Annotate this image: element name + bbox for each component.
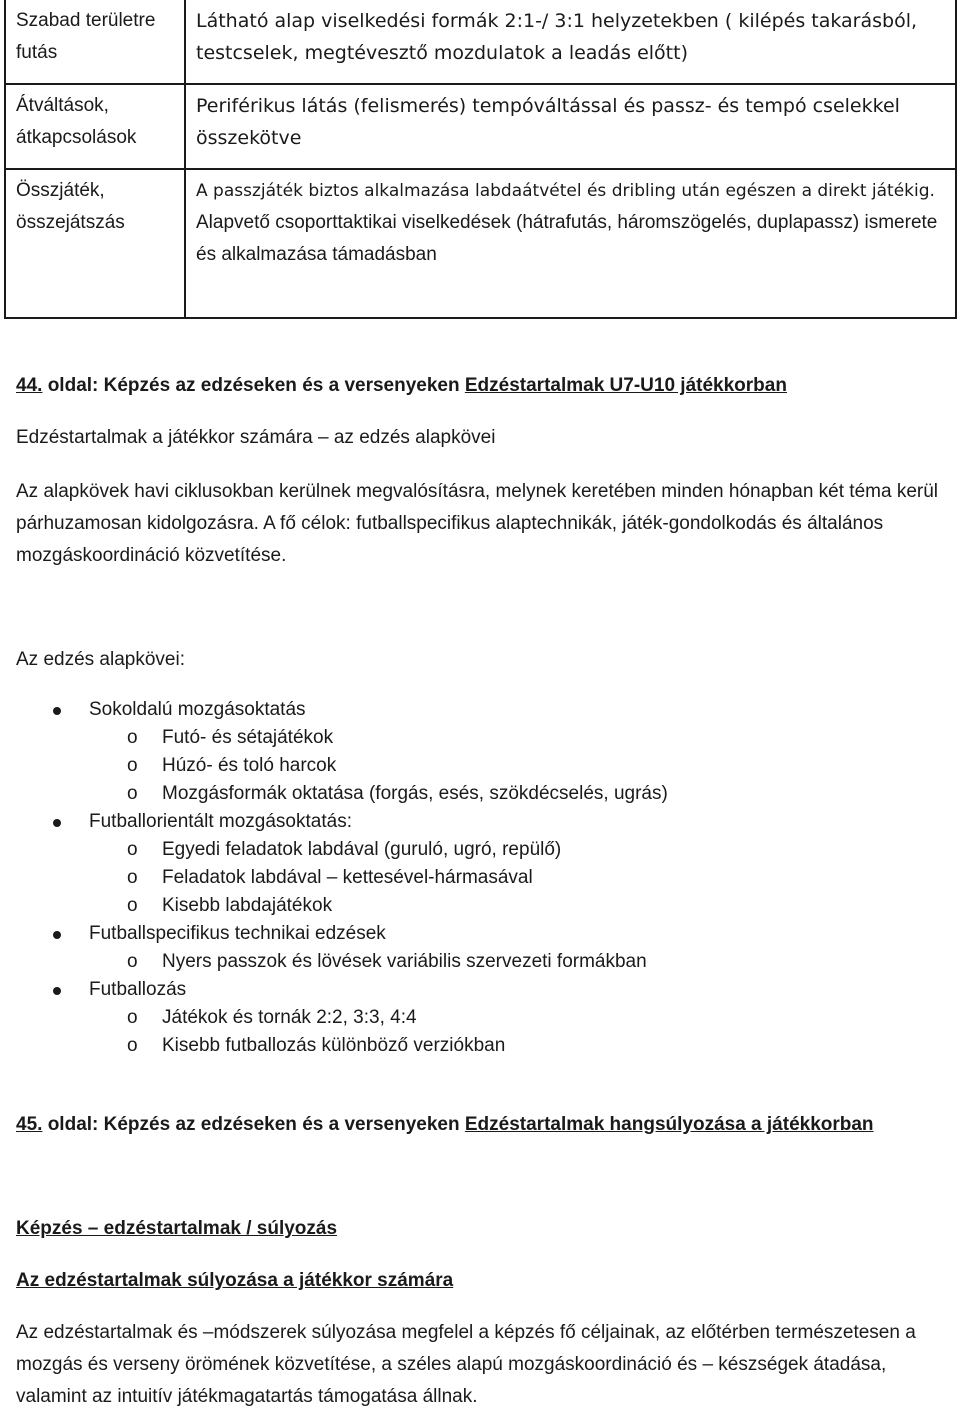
- paragraph-part: Az alapkövek havi ciklusokban kerülnek megvalósításra, melynek keretében minden hónapban két téma kerül párhuzamosan kidolgozásra.: [16, 481, 939, 534]
- table-row: [5, 84, 956, 169]
- heading-text: oldal: Képzés az edzéseken és a versenyeken: [47, 1114, 460, 1135]
- heading-text: oldal: Képzés az edzéseken és a versenyeken: [47, 375, 460, 396]
- sub-list-item-label: Kisebb futballozás különböző verziókban: [162, 1035, 506, 1056]
- circle-marker-icon: o: [127, 727, 138, 748]
- sub-list-item-label: Játékok és tornák 2:2, 3:3, 4:4: [162, 1007, 417, 1028]
- section-45-subheading: Képzés – edzéstartalmak / súlyozás: [16, 1218, 338, 1239]
- description-cell: [185, 169, 956, 318]
- heading-text-underlined: Edzéstartalmak U7-U10 játékkorban: [464, 375, 787, 396]
- bullet-icon: [53, 819, 61, 827]
- circle-marker-icon: o: [127, 867, 138, 888]
- description-part: A passzjáték biztos alkalmazása labdaátvétel és dribling után egészen a direkt játékig.: [196, 181, 935, 201]
- list-item-label: Futballspecifikus technikai edzések: [89, 923, 386, 944]
- bullet-icon: [53, 707, 61, 715]
- section-44-paragraph: [16, 476, 946, 572]
- training-topics-table: [4, 0, 957, 319]
- description-cell: Periférikus látás (felismerés) tempóváltással és passz- és tempó cselekkel összekötve: [185, 84, 956, 169]
- paragraph-part: A fő célok: futballspecifikus alaptechnikák, játék-gondolkodás és általános mozgáskoordináció közvetítése.: [16, 513, 884, 566]
- topic-cell: Szabad területre futás: [5, 0, 185, 84]
- list-item-label: Futballorientált mozgásoktatás:: [89, 811, 352, 832]
- circle-marker-icon: o: [127, 1007, 138, 1028]
- circle-marker-icon: o: [127, 1035, 138, 1056]
- circle-marker-icon: o: [127, 895, 138, 916]
- circle-marker-icon: o: [127, 783, 138, 804]
- section-45-paragraph: Az edzéstartalmak és –módszerek súlyozása megfelel a képzés fő céljainak, az előtérben természetesen a mozgás és verseny örömének közvetítése, a széles alapú mozgáskoordináció és – készségek átadása, valamint az intuitív játékmagatartás támogatása állnak.: [16, 1322, 916, 1407]
- section-44-heading: [16, 370, 946, 402]
- table-row: [5, 0, 956, 84]
- topic-cell: Átváltások, átkapcsolások: [5, 84, 185, 169]
- heading-number: 44.: [16, 375, 43, 396]
- section-45-subheading-2: Az edzéstartalmak súlyozása a játékkor számára: [16, 1270, 454, 1291]
- description-part: Alapvető csoporttaktikai viselkedések (hátrafutás, háromszögelés, duplapassz) ismerete és alkalmazása támadásban: [196, 212, 938, 265]
- list-item-label: Sokoldalú mozgásoktatás: [89, 699, 306, 720]
- topic-cell: Összjáték, összejátszás: [5, 169, 185, 318]
- sub-list-item-label: Húzó- és toló harcok: [162, 755, 337, 776]
- circle-marker-icon: o: [127, 839, 138, 860]
- heading-number: 45.: [16, 1114, 43, 1135]
- heading-text-underlined: Edzéstartalmak hangsúlyozása a játékkorban: [464, 1114, 874, 1135]
- sub-list-item-label: Nyers passzok és lövések variábilis szervezeti formákban: [162, 951, 647, 972]
- section-45-heading: [16, 1109, 946, 1141]
- sub-list-item-label: Feladatok labdával – kettesével-hármasával: [162, 867, 533, 888]
- circle-marker-icon: o: [127, 951, 138, 972]
- table-row: [5, 169, 956, 318]
- list-title: Az edzés alapkövei:: [16, 649, 185, 670]
- bullet-icon: [53, 987, 61, 995]
- section-44-subtitle: Edzéstartalmak a játékkor számára – az edzés alapkövei: [16, 427, 496, 448]
- bullet-icon: [53, 931, 61, 939]
- description-cell: Látható alap viselkedési formák 2:1-/ 3:1 helyzetekben ( kilépés takarásból, testcselek, megtévesztő mozdulatok a leadás előtt): [185, 0, 956, 84]
- sub-list-item-label: Egyedi feladatok labdával (guruló, ugró, repülő): [162, 839, 562, 860]
- sub-list-item-label: Kisebb labdajátékok: [162, 895, 333, 916]
- circle-marker-icon: o: [127, 755, 138, 776]
- sub-list-item-label: Futó- és sétajátékok: [162, 727, 334, 748]
- list-item-label: Futballozás: [89, 979, 187, 1000]
- sub-list-item-label: Mozgásformák oktatása (forgás, esés, szökdécselés, ugrás): [162, 783, 668, 804]
